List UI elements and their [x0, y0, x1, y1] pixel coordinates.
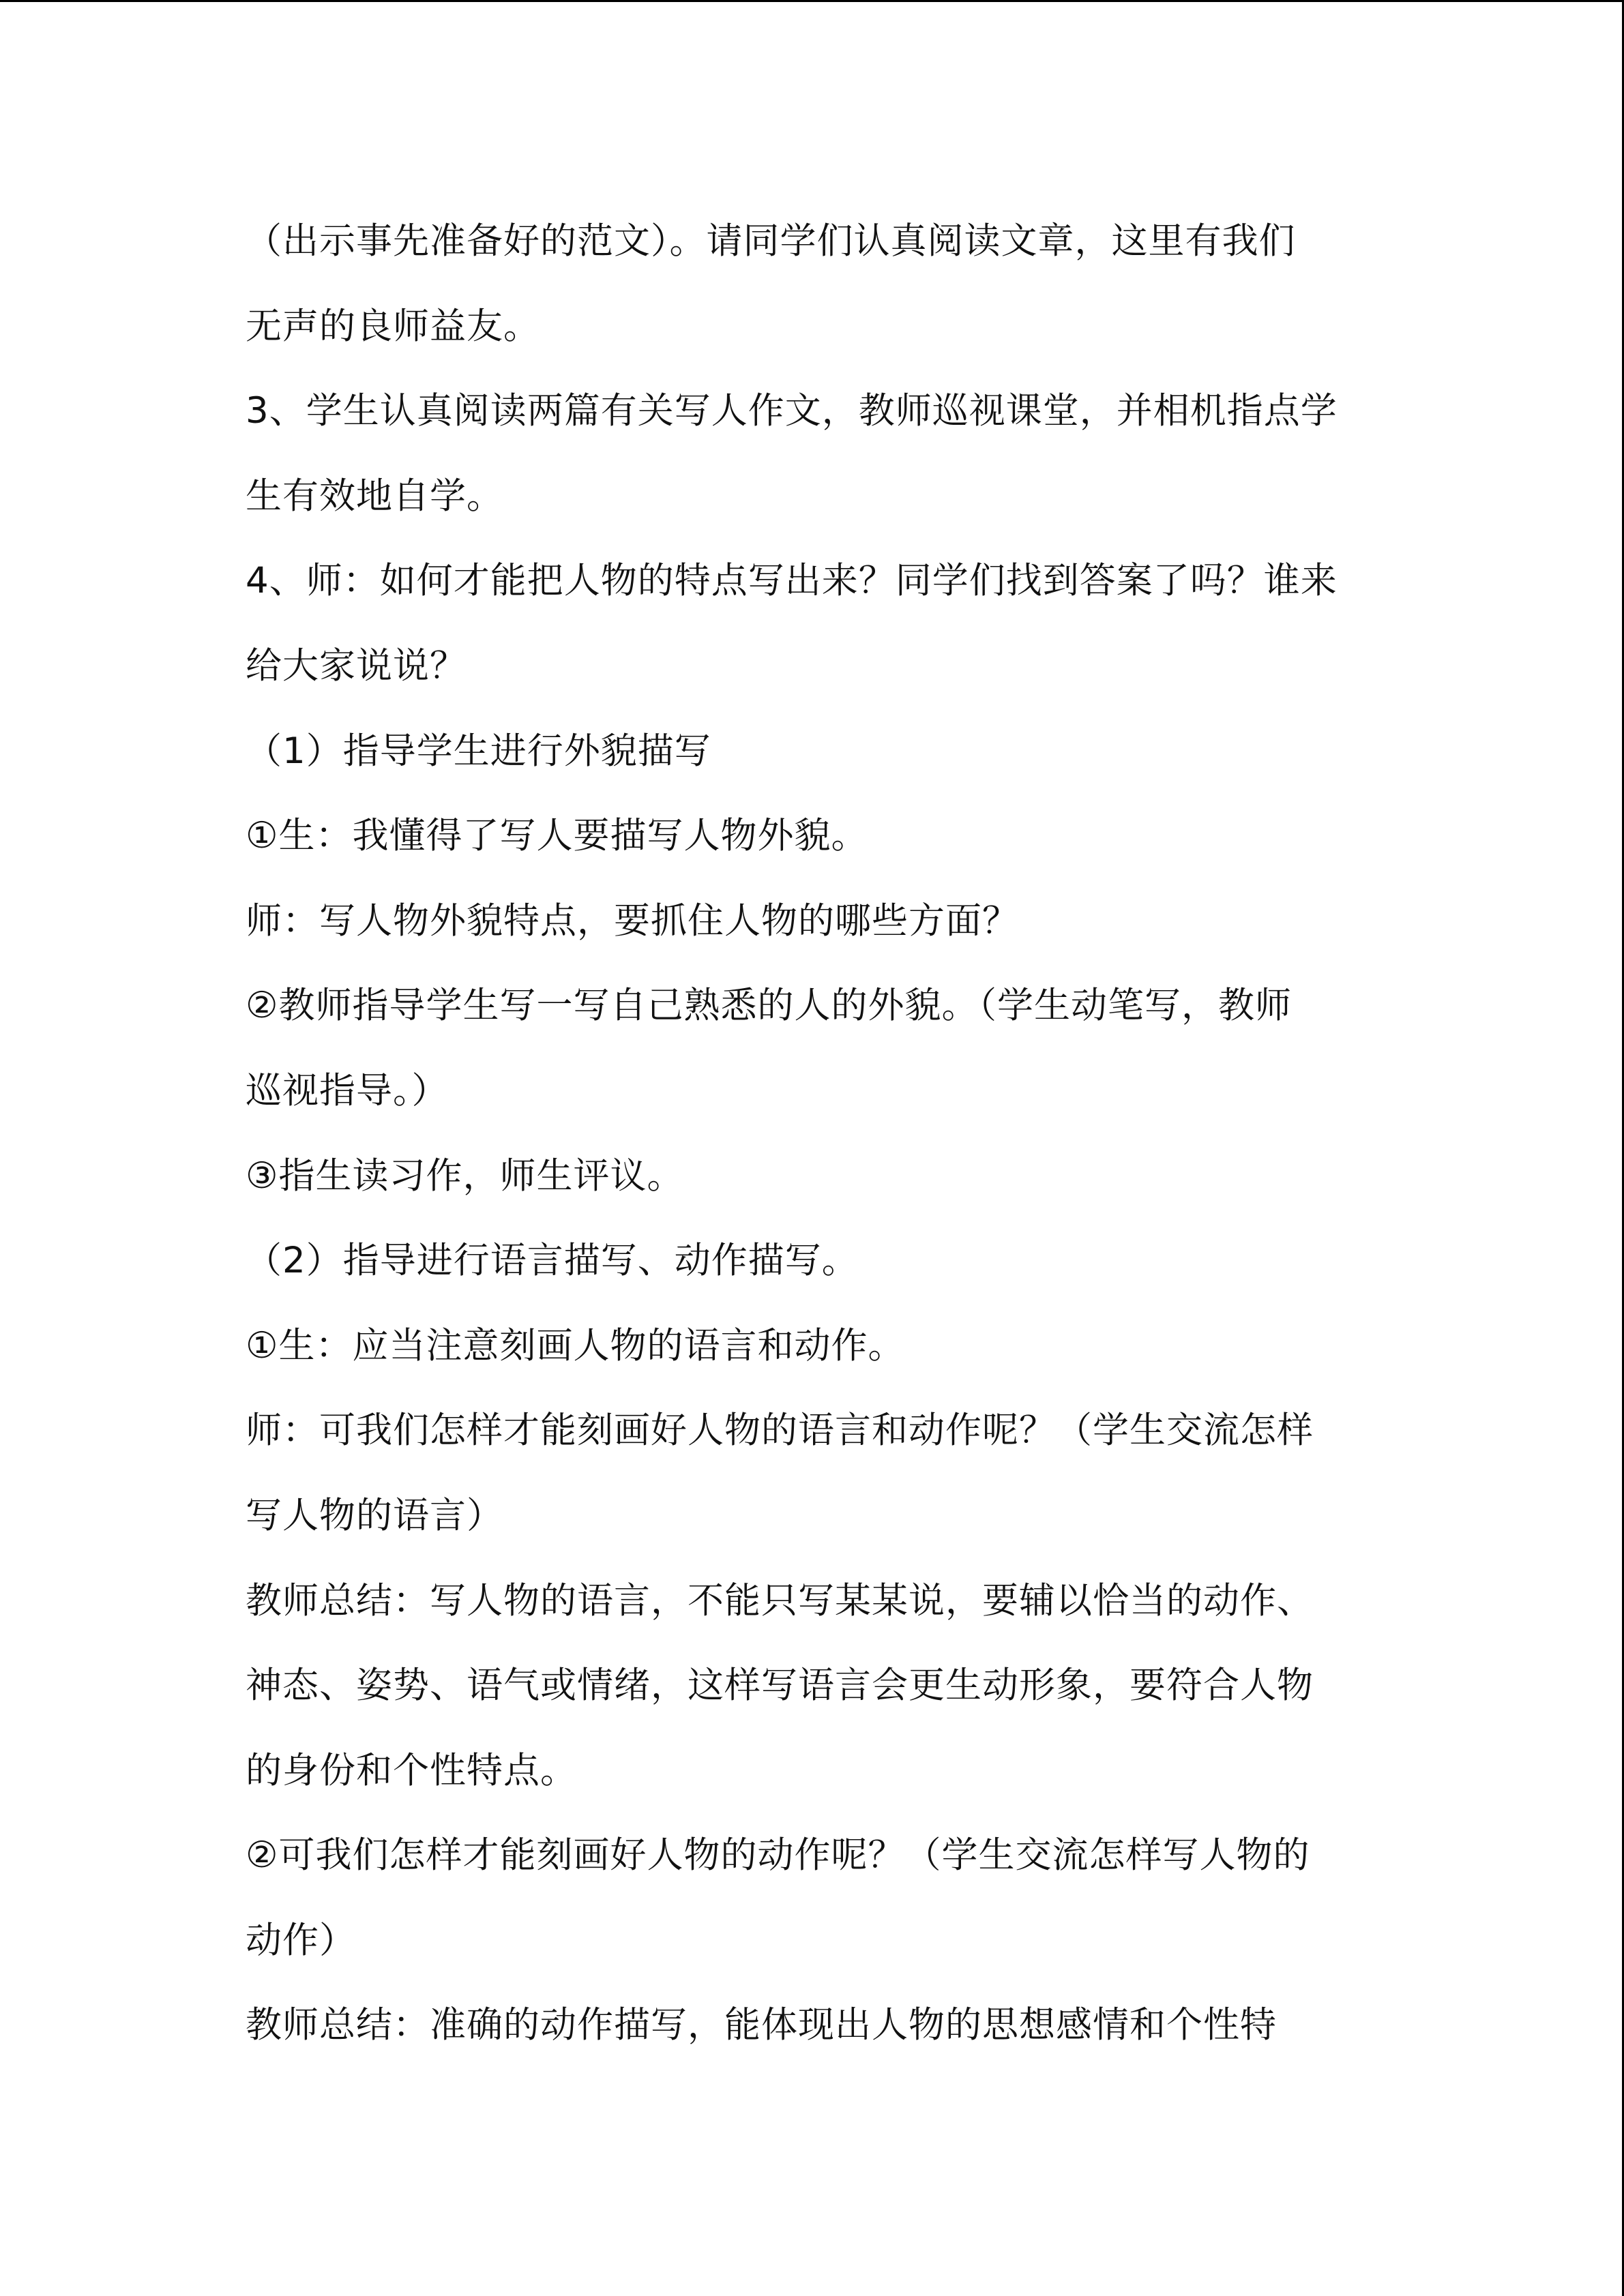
- text-line: 师：可我们怎样才能刻画好人物的语言和动作呢？（学生交流怎样: [246, 1410, 1314, 1452]
- text-line: 神态、姿势、语气或情绪，这样写语言会更生动形象，要符合人物: [246, 1665, 1314, 1707]
- text-line: （出示事先准备好的范文）。请同学们认真阅读文章，这里有我们: [246, 220, 1296, 262]
- text-line: （2）指导进行语言描写、动作描写。: [246, 1240, 859, 1282]
- text-line: 动作）: [246, 1919, 356, 1961]
- text-line: ③指生读习作，师生评议。: [246, 1154, 684, 1197]
- text-line: ①生：应当注意刻画人物的语言和动作。: [246, 1324, 905, 1367]
- text-line: 教师总结：写人物的语言，不能只写某某说，要辅以恰当的动作、: [246, 1579, 1314, 1622]
- page-top-border: [0, 0, 1624, 2]
- text-line: 师：写人物外貌特点，要抓住人物的哪些方面？: [246, 899, 1019, 942]
- text-line: ②教师指导学生写一写自己熟悉的人的外貌。（学生动笔写，教师: [246, 985, 1293, 1027]
- text-line: 无声的良师益友。: [246, 305, 540, 347]
- text-line: 3、学生认真阅读两篇有关写人作文，教师巡视课堂，并相机指点学: [246, 390, 1338, 432]
- text-line: 生有效地自学。: [246, 475, 503, 517]
- document-body: [246, 199, 1391, 2068]
- text-line: 巡视指导。）: [246, 1069, 449, 1112]
- text-line: 写人物的语言）: [246, 1494, 503, 1536]
- text-line: ①生：我懂得了写人要描写人物外貌。: [246, 815, 868, 857]
- text-line: 的身份和个性特点。: [246, 1749, 577, 1791]
- text-line: 教师总结：准确的动作描写，能体现出人物的思想感情和个性特: [246, 2004, 1277, 2046]
- text-line: ②可我们怎样才能刻画好人物的动作呢？（学生交流怎样写人物的: [246, 1834, 1310, 1877]
- text-line: （1）指导学生进行外貌描写: [246, 730, 711, 772]
- text-line: 给大家说说？: [246, 644, 467, 687]
- text-line: 4、师：如何才能把人物的特点写出来？同学们找到答案了吗？谁来: [246, 560, 1338, 602]
